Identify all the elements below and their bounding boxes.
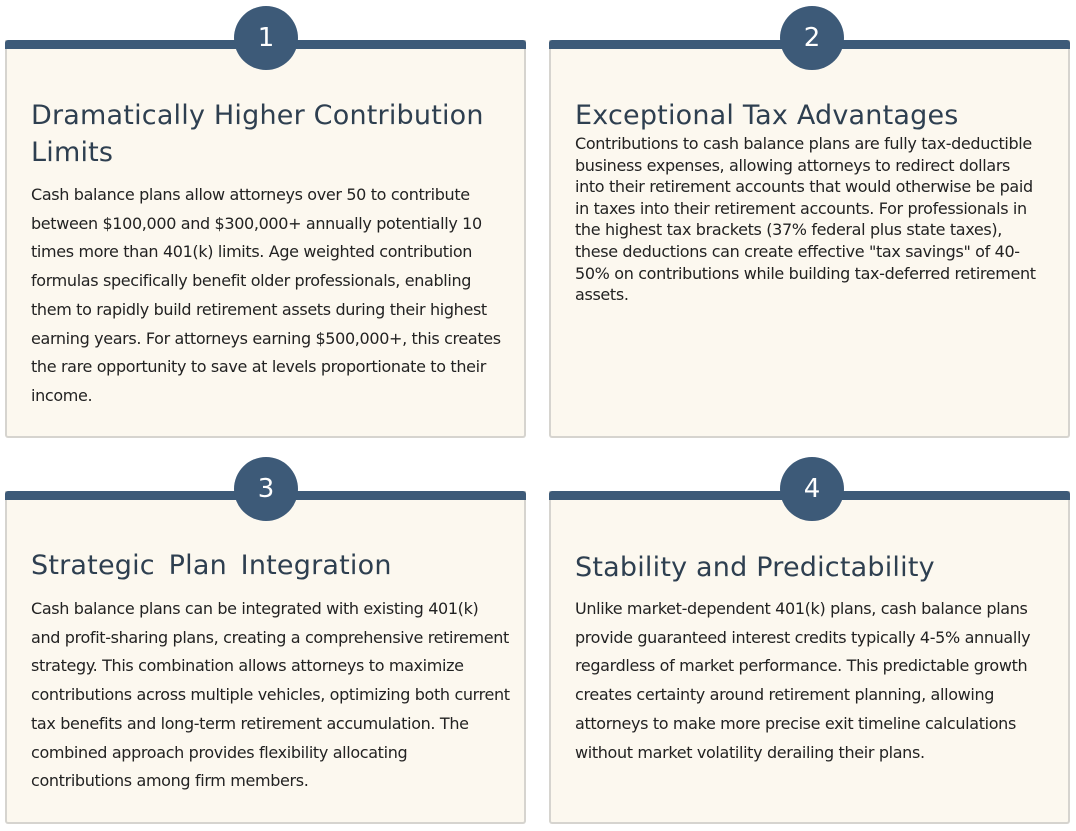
card-2 xyxy=(549,23,1070,438)
card-3 xyxy=(5,474,526,824)
card-body: Unlike market-dependent 401(k) plans, cash balance plans provide guaranteed interest credits typically 4-5% annually regardless of market performance. This predictable growth creates certainty around retirement planning, allowing attorneys to make more precise exit timeline calculations without market volatility derailing their plans. xyxy=(575,599,1031,762)
card-title: Exceptional Tax Advantages xyxy=(575,100,959,131)
step-number-badge: 4 xyxy=(780,457,844,521)
card-title: Strategic Plan Integration xyxy=(31,550,392,581)
card-1 xyxy=(5,23,526,438)
step-number-badge: 2 xyxy=(780,6,844,70)
step-number-badge: 1 xyxy=(234,6,298,70)
card-body: Cash balance plans can be integrated with existing 401(k) and profit-sharing plans, creating a comprehensive retirement strategy. This combination allows attorneys to maximize contributions across multiple vehicles, optimizing both current tax benefits and long-term retirement accumulation. The combined approach provides flexibility allocating contributions among firm members. xyxy=(31,599,510,791)
card-body: Cash balance plans allow attorneys over 50 to contribute between $100,000 and $300,000+ annually potentially 10 times more than 401(k) limits. Age weighted contribution formulas specifically benefit older professionals, enabling them to rapidly build retirement assets during their highest earning years. For attorneys earning $500,000+, this creates the rare opportunity to save at levels proportionate to their income. xyxy=(31,185,501,405)
card-body: Contributions to cash balance plans are fully tax-deductible business expenses, allowing attorneys to redirect dollars into their retirement accounts that would otherwise be paid in taxes into their retirement accounts. For professionals in the highest tax brackets (37% federal plus state taxes), these deductions can create effective "tax savings" of 40-50% on contributions while building tax-deferred retirement assets. xyxy=(575,134,1036,305)
card-4 xyxy=(549,474,1070,824)
card-title: Dramatically Higher Contribution Limits xyxy=(31,100,484,168)
card-title: Stability and Predictability xyxy=(575,552,935,583)
step-number-badge: 3 xyxy=(234,457,298,521)
